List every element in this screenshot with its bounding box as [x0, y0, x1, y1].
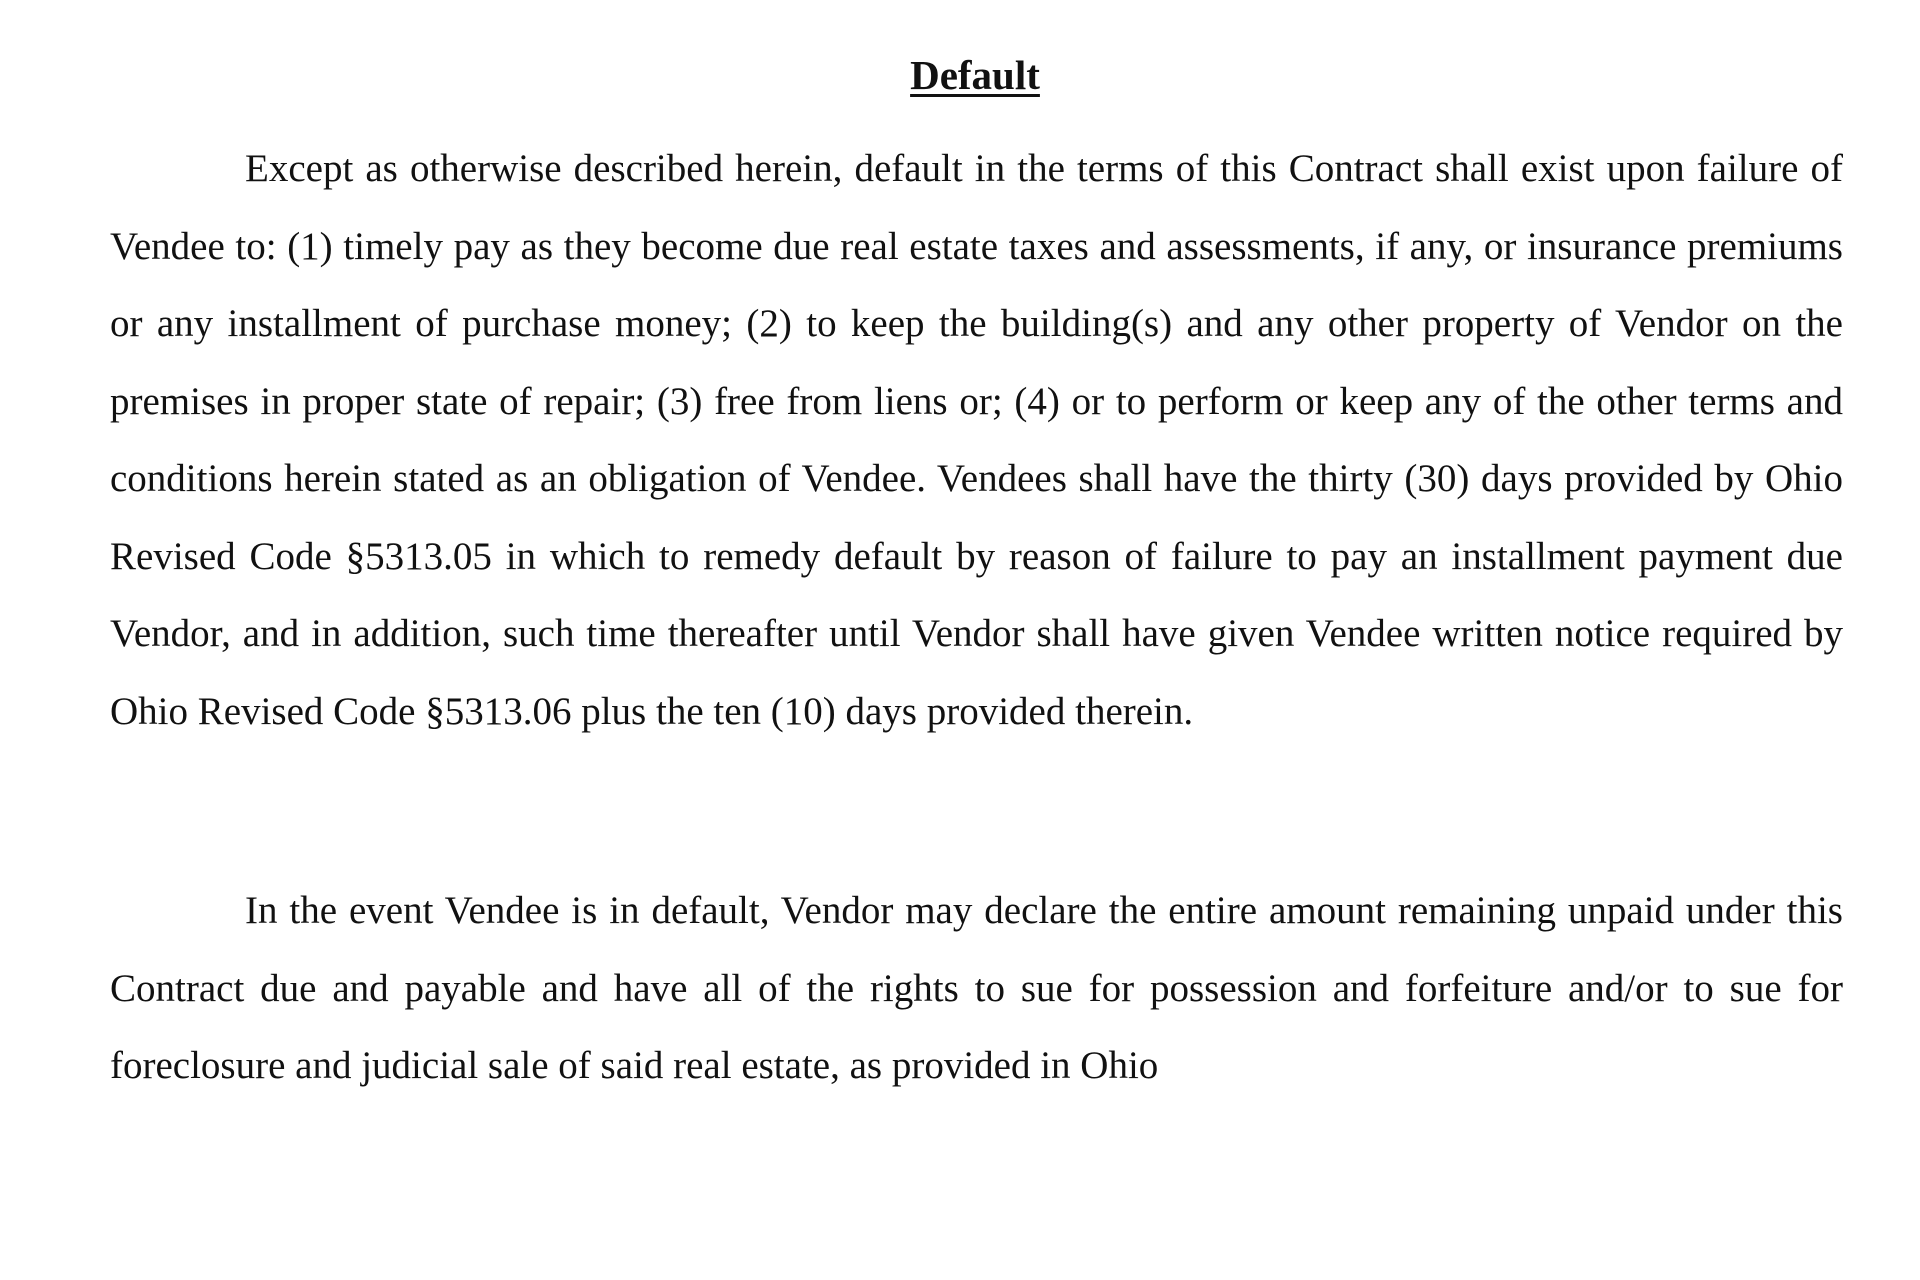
paragraph-default-conditions: Except as otherwise described herein, default in the terms of this Contract shall exist upon failure of Vendee to: (1) timely pay as they become due real estate taxes and assessments, if any, or insurance premiums or any installment of purchase money; (2) to keep the building(s) and any other property of Vendor on the premises in proper state of repair; (3) free from liens or; (4) or to perform or keep any of the other terms and conditions herein stated as an obligation of Vendee. Vendees shall have the thirty (30) days provided by Ohio Revised Code §5313.05 in which to remedy default by reason of failure to pay an installment payment due Vendor, and in addition, such time thereafter until Vendor shall have given Vendee written notice required by Ohio Revised Code §5313.06 plus the ten (10) days provided therein.: [110, 147, 1843, 733]
section-heading: Default: [910, 52, 1040, 98]
paragraph-vendor-remedies: In the event Vendee is in default, Vendor may declare the entire amount remaining unpaid under this Contract due and payable and have all of the rights to sue for possession and forfeiture and/or to sue for foreclosure and judicial sale of said real estate, as provided in Ohio: [110, 889, 1843, 1087]
